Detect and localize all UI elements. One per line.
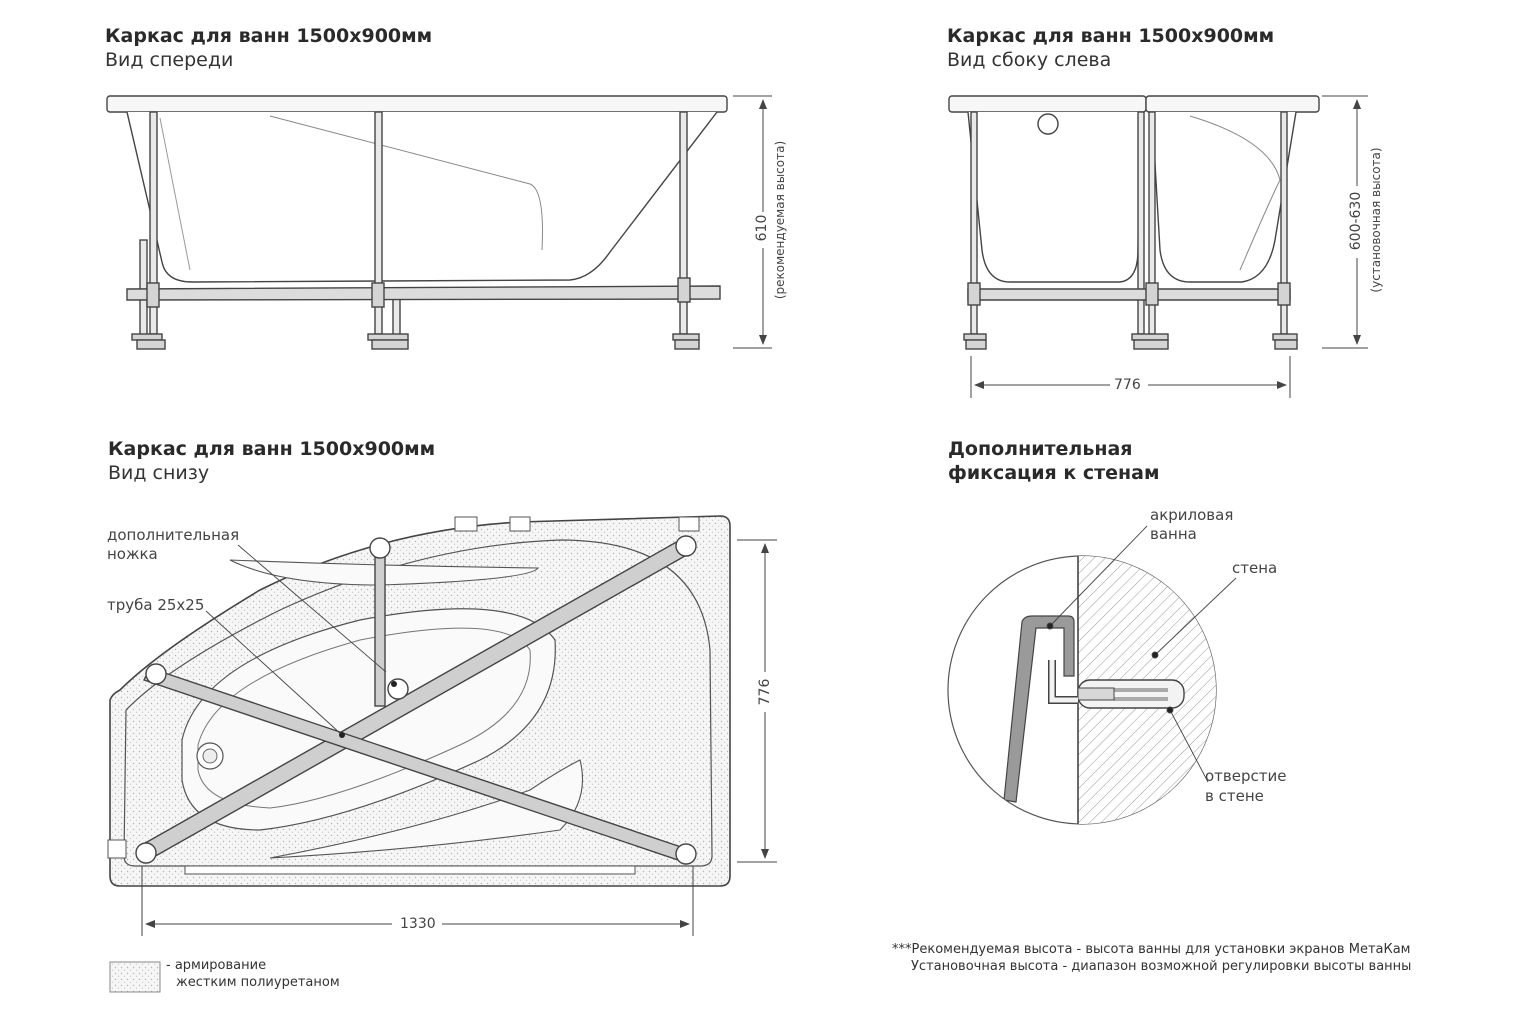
bottom-view-height-value: 776	[757, 678, 773, 706]
bottom-view-drawing	[108, 516, 777, 936]
label-acrylic-1: акриловая	[1150, 506, 1234, 524]
side-view-height-note: (установочная высота)	[1369, 147, 1383, 293]
legend-swatch	[110, 962, 160, 992]
front-view-drawing	[107, 96, 772, 349]
wall-fix-detail	[948, 526, 1238, 840]
label-extra-leg-1: дополнительная	[107, 526, 240, 544]
footnote-line-1: ***Рекомендуемая высота - высота ванны для установки экранов МетаКам	[892, 942, 1411, 957]
front-view-subtitle: Вид спереди	[105, 49, 234, 71]
side-view-drawing	[949, 96, 1368, 398]
side-view-title: Каркас для ванн 1500х900мм	[947, 25, 1275, 47]
footnote-line-2: Установочная высота - диапазон возможной регулировки высоты ванны	[911, 959, 1412, 974]
legend-line-2: жестким полиуретаном	[176, 975, 340, 990]
label-hole-2: в стене	[1205, 787, 1264, 805]
side-view-subtitle: Вид сбоку слева	[947, 49, 1112, 71]
front-view-height-note: (рекомендуемая высота)	[773, 140, 787, 300]
bottom-view-title: Каркас для ванн 1500х900мм	[108, 438, 436, 460]
wall-fix-title-2: фиксация к стенам	[948, 462, 1160, 484]
bottom-view-width-value: 1330	[400, 916, 436, 932]
label-extra-leg-2: ножка	[107, 545, 158, 563]
label-pipe: труба 25х25	[107, 596, 205, 614]
label-acrylic-2: ванна	[1150, 525, 1197, 543]
wall-fix-title-1: Дополнительная	[948, 438, 1133, 460]
label-wall: стена	[1232, 559, 1278, 577]
label-hole-1: отверстие	[1205, 767, 1287, 785]
front-view-title: Каркас для ванн 1500х900мм	[105, 25, 433, 47]
side-view-height-value: 600-630	[1348, 191, 1364, 251]
bottom-view-subtitle: Вид снизу	[108, 462, 210, 484]
front-view-height-value: 610	[754, 214, 770, 242]
legend-line-1: - армирование	[166, 958, 267, 973]
side-view-width-value: 776	[1114, 377, 1141, 393]
